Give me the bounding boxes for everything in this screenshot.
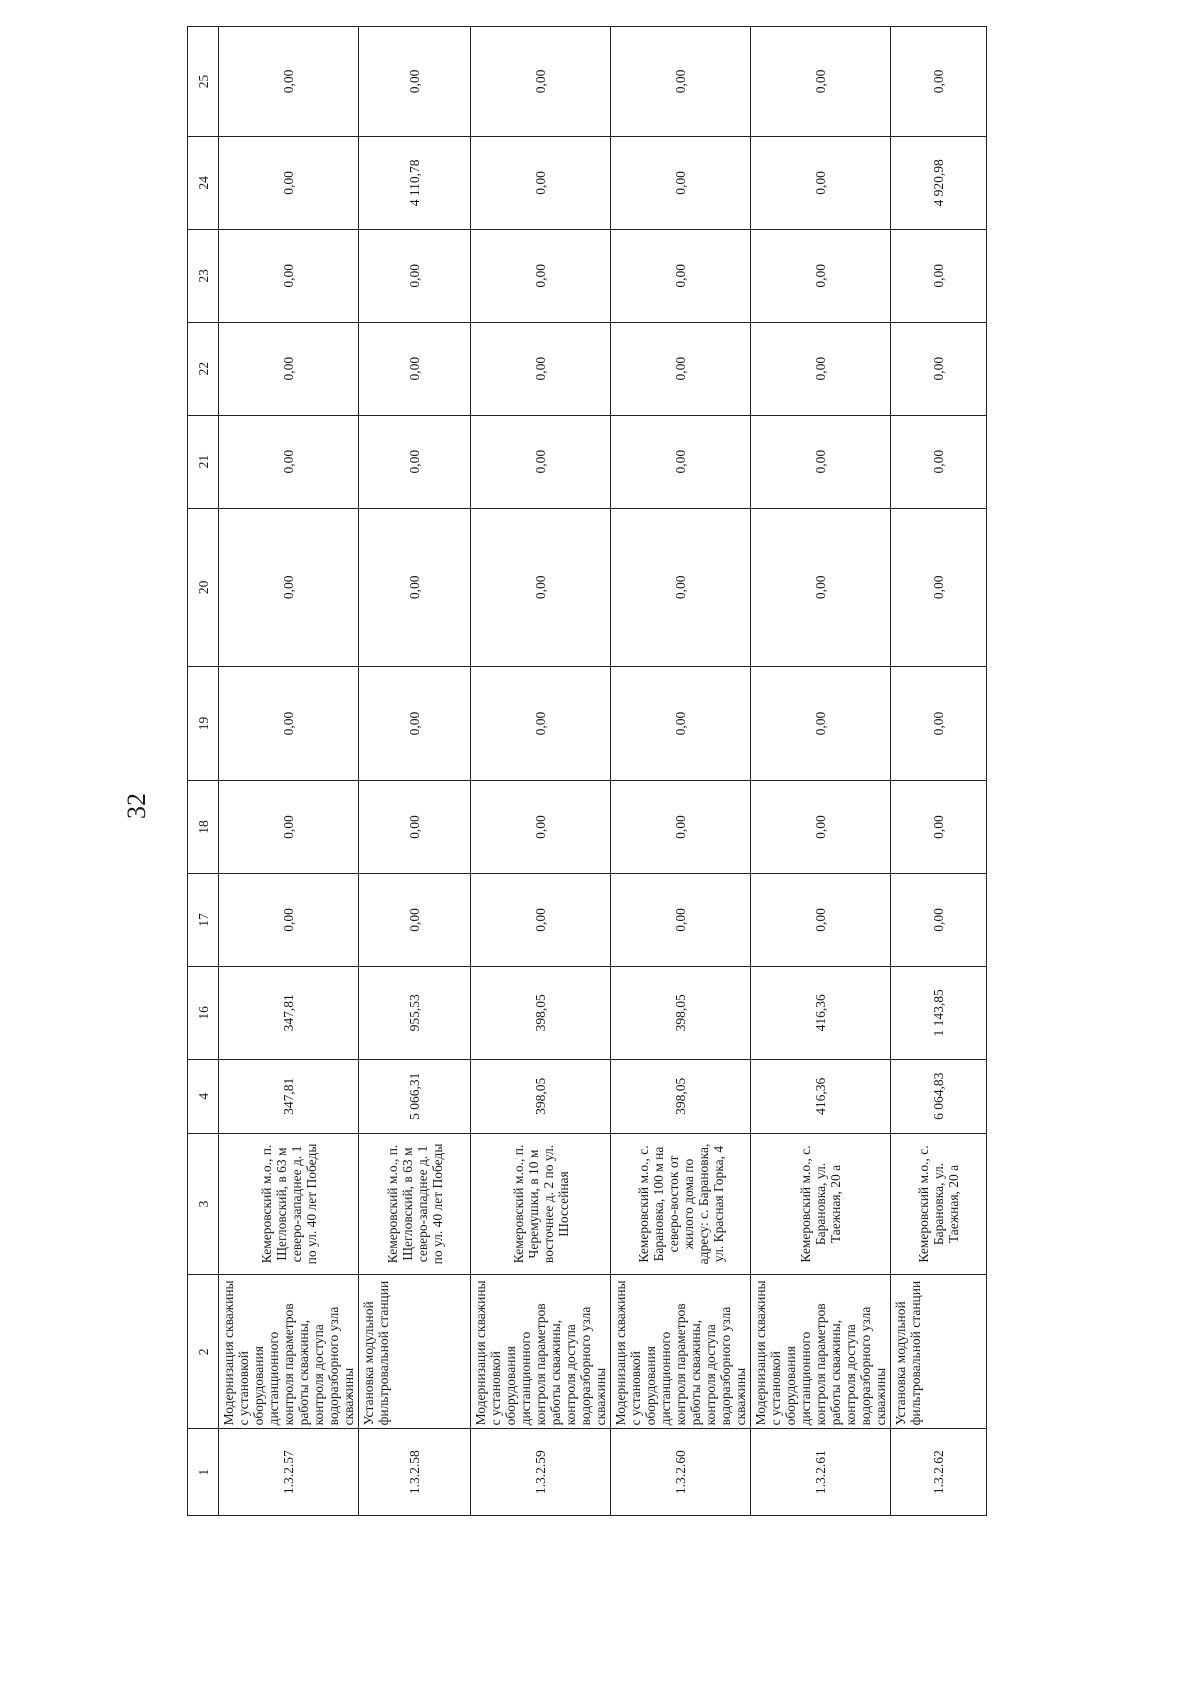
cell-c18: 0,00 bbox=[751, 781, 891, 874]
cell-c24: 0,00 bbox=[219, 136, 359, 229]
column-header: 19 bbox=[188, 667, 219, 781]
cell-name: Модернизация скважины с установкой оборудования дистанционного контроля параметров работы скважины, контроля доступа водоразборного узла скважины bbox=[219, 1275, 359, 1429]
cell-c19: 0,00 bbox=[471, 667, 611, 781]
cell-c22: 0,00 bbox=[611, 322, 751, 415]
cell-c21: 0,00 bbox=[219, 415, 359, 508]
cell-c21: 0,00 bbox=[359, 415, 471, 508]
table-row bbox=[751, 27, 891, 1516]
cell-c17: 0,00 bbox=[219, 873, 359, 966]
cell-code: 1.3.2.61 bbox=[751, 1429, 891, 1516]
cell-c4: 398,05 bbox=[611, 1059, 751, 1133]
cell-c17: 0,00 bbox=[611, 873, 751, 966]
cell-c16: 955,53 bbox=[359, 966, 471, 1059]
cell-c18: 0,00 bbox=[219, 781, 359, 874]
cell-c25: 0,00 bbox=[611, 27, 751, 137]
investment-table-wrapper bbox=[187, 26, 965, 1516]
table-row bbox=[611, 27, 751, 1516]
cell-c20: 0,00 bbox=[219, 508, 359, 666]
cell-c22: 0,00 bbox=[471, 322, 611, 415]
cell-address: Кемеровский м.о., п. Щегловский, в 63 м северо-западнее д. 1 по ул. 40 лет Победы bbox=[359, 1133, 471, 1275]
cell-c18: 0,00 bbox=[359, 781, 471, 874]
cell-c24: 4 110,78 bbox=[359, 136, 471, 229]
cell-address: Кемеровский м.о., с. Барановка, ул. Таежная, 20 а bbox=[891, 1133, 987, 1275]
cell-c24: 0,00 bbox=[471, 136, 611, 229]
column-header: 23 bbox=[188, 229, 219, 322]
cell-c22: 0,00 bbox=[751, 322, 891, 415]
cell-code: 1.3.2.57 bbox=[219, 1429, 359, 1516]
cell-c4: 398,05 bbox=[471, 1059, 611, 1133]
cell-c23: 0,00 bbox=[751, 229, 891, 322]
cell-code: 1.3.2.59 bbox=[471, 1429, 611, 1516]
cell-c17: 0,00 bbox=[751, 873, 891, 966]
cell-address: Кемеровский м.о., п. Щегловский, в 63 м северо-западнее д. 1 по ул. 40 лет Победы bbox=[219, 1133, 359, 1275]
cell-c24: 0,00 bbox=[751, 136, 891, 229]
cell-c19: 0,00 bbox=[359, 667, 471, 781]
cell-name: Модернизация скважины с установкой оборудования дистанционного контроля параметров работы скважины, контроля доступа водоразборного узла скважины bbox=[751, 1275, 891, 1429]
cell-c25: 0,00 bbox=[359, 27, 471, 137]
cell-c20: 0,00 bbox=[751, 508, 891, 666]
cell-address: Кемеровский м.о., с. Барановка, 100 м на северо-восток от жилого дома по адресу: с. Барановка, ул. Красная Горка, 4 bbox=[611, 1133, 751, 1275]
cell-code: 1.3.2.60 bbox=[611, 1429, 751, 1516]
cell-c25: 0,00 bbox=[751, 27, 891, 137]
table-row bbox=[891, 27, 987, 1516]
cell-c18: 0,00 bbox=[891, 781, 987, 874]
column-header: 1 bbox=[188, 1429, 219, 1516]
cell-c20: 0,00 bbox=[471, 508, 611, 666]
cell-c22: 0,00 bbox=[219, 322, 359, 415]
cell-c19: 0,00 bbox=[219, 667, 359, 781]
cell-code: 1.3.2.58 bbox=[359, 1429, 471, 1516]
cell-c20: 0,00 bbox=[891, 508, 987, 666]
cell-c19: 0,00 bbox=[751, 667, 891, 781]
table-row bbox=[219, 27, 359, 1516]
cell-c4: 347,81 bbox=[219, 1059, 359, 1133]
cell-c21: 0,00 bbox=[611, 415, 751, 508]
cell-c23: 0,00 bbox=[471, 229, 611, 322]
cell-c4: 6 064,83 bbox=[891, 1059, 987, 1133]
column-header: 25 bbox=[188, 27, 219, 137]
cell-c25: 0,00 bbox=[219, 27, 359, 137]
column-header: 24 bbox=[188, 136, 219, 229]
cell-c17: 0,00 bbox=[471, 873, 611, 966]
column-header: 4 bbox=[188, 1059, 219, 1133]
cell-c20: 0,00 bbox=[611, 508, 751, 666]
cell-c23: 0,00 bbox=[359, 229, 471, 322]
cell-c19: 0,00 bbox=[891, 667, 987, 781]
column-header: 21 bbox=[188, 415, 219, 508]
column-header: 20 bbox=[188, 508, 219, 666]
cell-c23: 0,00 bbox=[891, 229, 987, 322]
cell-c24: 4 920,98 bbox=[891, 136, 987, 229]
cell-c17: 0,00 bbox=[891, 873, 987, 966]
cell-c21: 0,00 bbox=[751, 415, 891, 508]
column-header: 16 bbox=[188, 966, 219, 1059]
column-number-row bbox=[188, 27, 219, 1516]
cell-address: Кемеровский м.о., с. Барановка, ул. Таежная, 20 а bbox=[751, 1133, 891, 1275]
cell-code: 1.3.2.62 bbox=[891, 1429, 987, 1516]
cell-c4: 5 066,31 bbox=[359, 1059, 471, 1133]
cell-c25: 0,00 bbox=[891, 27, 987, 137]
cell-c17: 0,00 bbox=[359, 873, 471, 966]
cell-c4: 416,36 bbox=[751, 1059, 891, 1133]
cell-name: Модернизация скважины с установкой оборудования дистанционного контроля параметров работы скважины, контроля доступа водоразборного узла скважины bbox=[611, 1275, 751, 1429]
cell-name: Установка модульной фильтровальной станции bbox=[891, 1275, 987, 1429]
cell-c16: 416,36 bbox=[751, 966, 891, 1059]
cell-c22: 0,00 bbox=[891, 322, 987, 415]
cell-c18: 0,00 bbox=[471, 781, 611, 874]
cell-c21: 0,00 bbox=[471, 415, 611, 508]
cell-c22: 0,00 bbox=[359, 322, 471, 415]
cell-name: Модернизация скважины с установкой оборудования дистанционного контроля параметров работы скважины, контроля доступа водоразборного узла скважины bbox=[471, 1275, 611, 1429]
column-header: 2 bbox=[188, 1275, 219, 1429]
investment-table bbox=[187, 26, 987, 1516]
cell-c21: 0,00 bbox=[891, 415, 987, 508]
cell-c24: 0,00 bbox=[611, 136, 751, 229]
cell-c16: 398,05 bbox=[471, 966, 611, 1059]
cell-c18: 0,00 bbox=[611, 781, 751, 874]
table-row bbox=[359, 27, 471, 1516]
cell-c19: 0,00 bbox=[611, 667, 751, 781]
cell-c20: 0,00 bbox=[359, 508, 471, 666]
column-header: 22 bbox=[188, 322, 219, 415]
cell-c25: 0,00 bbox=[471, 27, 611, 137]
column-header: 18 bbox=[188, 781, 219, 874]
column-header: 3 bbox=[188, 1133, 219, 1275]
cell-c16: 1 143,85 bbox=[891, 966, 987, 1059]
cell-c16: 398,05 bbox=[611, 966, 751, 1059]
cell-name: Установка модульной фильтровальной станции bbox=[359, 1275, 471, 1429]
page-number: 32 bbox=[122, 793, 151, 819]
cell-c23: 0,00 bbox=[219, 229, 359, 322]
cell-address: Кемеровский м.о., п. Черемушки, в 10 м восточнее д. 2 по ул. Шоссейная bbox=[471, 1133, 611, 1275]
column-header: 17 bbox=[188, 873, 219, 966]
cell-c16: 347,81 bbox=[219, 966, 359, 1059]
table-row bbox=[471, 27, 611, 1516]
cell-c23: 0,00 bbox=[611, 229, 751, 322]
